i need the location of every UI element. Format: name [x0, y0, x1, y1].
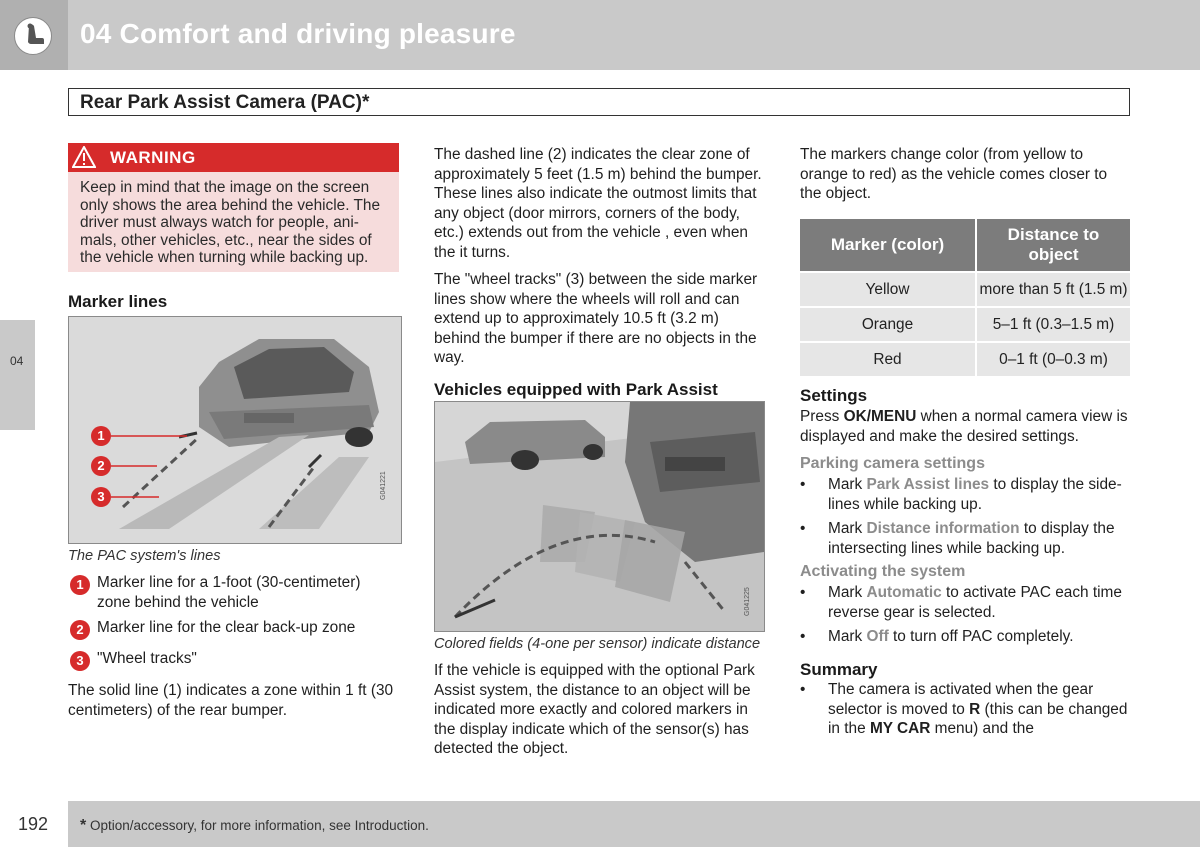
footnote: * Option/accessory, for more information, see Introduction.: [80, 817, 429, 834]
settings-paragraph: Press OK/MENU when a normal camera view is displayed and make the desired settings.: [800, 408, 1128, 445]
warning-text: Keep in mind that the image on the screen only shows the area behind the vehicle. The driver must always watch for people, ani-mals, other vehicles, etc., near the sides of the vehicle when turning while backing up.: [80, 179, 381, 266]
legend-number-1: 1: [70, 575, 90, 595]
legend-number-2: 2: [70, 620, 90, 640]
wheel-tracks-paragraph: The "wheel tracks" (3) between the side marker lines show where the wheels will roll and can extend up to approximately 10.5 ft (3.2 m) behind the bumper if there are no objects in the way.: [434, 271, 758, 366]
table-cell: 0–1 ft (0–0.3 m): [976, 342, 1130, 376]
parking-camera-settings-heading: Parking camera settings: [800, 455, 985, 472]
callout-1: 1: [91, 426, 111, 446]
list-item: • The camera is activated when the gear selector is moved to R (this can be changed in the MY CAR menu) and the: [828, 680, 1132, 739]
list-item: • Mark Off to turn off PAC completely.: [828, 627, 1132, 647]
table-header-marker: Marker (color): [800, 219, 976, 272]
callout-2: 2: [91, 456, 111, 476]
markers-color-paragraph: The markers change color (from yellow to orange to red) as the vehicle comes closer to the object.: [800, 146, 1108, 202]
solid-line-paragraph: The solid line (1) indicates a zone within 1 ft (30 centimeters) of the rear bumper.: [68, 682, 394, 719]
side-tab-label: 04: [10, 354, 24, 368]
section-title: Rear Park Assist Camera (PAC)*: [80, 92, 370, 113]
park-assist-paragraph: If the vehicle is equipped with the optional Park Assist system, the distance to an object will be indicated more exactly and colored markers in the display indicate which of the sensor(s) has detected the object.: [434, 662, 755, 757]
list-item: • Mark Automatic to activate PAC each time reverse gear is selected.: [828, 583, 1132, 622]
list-item: • Mark Distance information to display the intersecting lines while backing up.: [828, 519, 1132, 558]
marker-lines-heading: Marker lines: [68, 292, 168, 311]
table-row: [800, 342, 1130, 376]
figure-code-2: G041225: [744, 587, 751, 616]
marker-distance-table: [800, 219, 1130, 376]
legend-item-1: Marker line for a 1-foot (30-centimeter) zone behind the vehicle: [97, 574, 361, 611]
list-item: • Mark Park Assist lines to display the side-lines while backing up.: [828, 475, 1132, 514]
legend-item-2: Marker line for the clear back-up zone: [97, 619, 356, 636]
table-cell: Orange: [800, 307, 976, 342]
warning-title: WARNING: [110, 148, 196, 167]
legend-number-3: 3: [70, 651, 90, 671]
settings-heading: Settings: [800, 386, 868, 405]
chapter-side-tab: [0, 320, 35, 430]
callout-3: 3: [91, 487, 111, 507]
activating-system-heading: Activating the system: [800, 563, 966, 580]
table-cell: more than 5 ft (1.5 m): [976, 272, 1130, 307]
marker-lines-caption: The PAC system's lines: [68, 548, 221, 564]
warning-triangle-icon: [72, 146, 96, 168]
table-cell: 5–1 ft (0.3–1.5 m): [976, 307, 1130, 342]
page-number: 192: [18, 814, 49, 834]
dashed-line-paragraph: The dashed line (2) indicates the clear zone of approximately 5 feet (1.5 m) behind the bumper. These lines also indicate the outmost limits that any object (door mirrors, corners of the body, etc.) extends out from the vehicle , even when the it turns.: [434, 146, 762, 261]
summary-heading: Summary: [800, 660, 878, 679]
marker-lines-figure: [68, 316, 402, 544]
legend-item-3: "Wheel tracks": [97, 650, 197, 667]
table-cell: Yellow: [800, 272, 976, 307]
park-assist-figure: [434, 401, 765, 632]
park-assist-heading: Vehicles equipped with Park Assist: [434, 380, 718, 399]
table-header-distance: Distance to object: [976, 219, 1130, 272]
seat-icon: [14, 17, 52, 55]
park-assist-caption: Colored fields (4-one per sensor) indicate distance: [434, 636, 761, 652]
table-row: [800, 272, 1130, 307]
figure-code: G041221: [380, 471, 387, 500]
table-cell: Red: [800, 342, 976, 376]
table-row: [800, 307, 1130, 342]
chapter-title: 04 Comfort and driving pleasure: [80, 18, 516, 49]
